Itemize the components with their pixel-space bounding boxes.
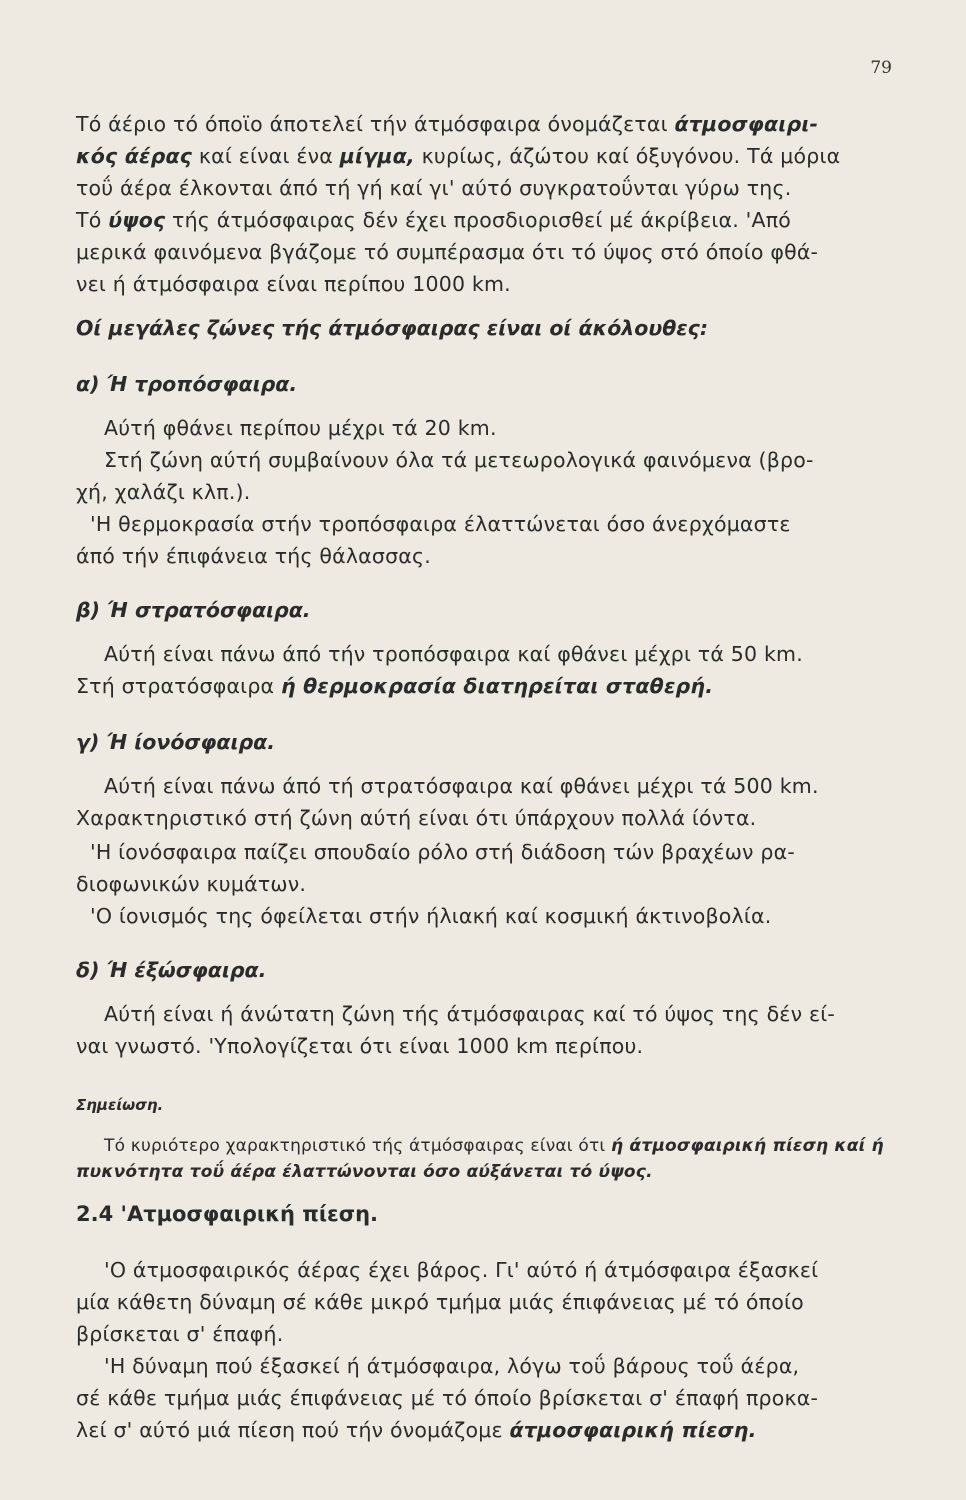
text-span: Τό κυριότερο χαρακτηριστικό τής άτμόσφαιρας είναι ότι bbox=[104, 1136, 611, 1156]
text-line: βρίσκεται σ' έπαφή. bbox=[76, 1322, 284, 1346]
text-span: Τό bbox=[76, 208, 109, 232]
term-height: ύψος bbox=[108, 208, 166, 232]
text-line: νει ή άτμόσφαιρα είναι περίπου 1000 km. bbox=[76, 272, 511, 296]
zone-heading-ionosphere: γ) Ή ίονόσφαιρα. bbox=[76, 730, 276, 754]
text-line: Στή ζώνη αύτή συμβαίνουν όλα τά μετεωρολογικά φαινόμενα (βρο- bbox=[104, 448, 814, 472]
text-line bbox=[76, 672, 894, 700]
text-line: 'Ο άτμοσφαιρικός άέρας έχει βάρος. Γι' αύτό ή άτμόσφαιρα έξασκεί bbox=[104, 1258, 819, 1282]
text-line: διοφωνικών κυμάτων. bbox=[76, 872, 307, 896]
note-label: Σημείωση. bbox=[76, 1096, 164, 1114]
term-atmospheric-air-cont: κός άέρας bbox=[76, 144, 193, 168]
text-line: 'Η θερμοκρασία στήν τροπόσφαιρα έλαττώνεται όσο άνερχόμαστε bbox=[90, 512, 791, 536]
text-line: 'Η δύναμη πού έξασκεί ή άτμόσφαιρα, λόγω τοΰ βάρους τοΰ άέρα, bbox=[104, 1354, 800, 1378]
text-line: τοΰ άέρα έλκονται άπό τή γή καί γι' αύτό συγκρατοΰνται γύρω της. bbox=[76, 176, 792, 200]
text-line: 'Ο ίονισμός της όφείλεται στήν ήλιακή καί κοσμική άκτινοβολία. bbox=[90, 904, 772, 928]
text-line: μία κάθετη δύναμη σέ κάθε μικρό τμήμα μιάς έπιφάνειας μέ τό όποίο bbox=[76, 1290, 804, 1314]
text-span: κυρίως, άζώτου καί όξυγόνου. Τά μόρια bbox=[414, 144, 841, 168]
term-pressure-density: ή άτμοσφαιρική πίεση καί ή bbox=[610, 1136, 884, 1156]
text-span: Στή στρατόσφαιρα bbox=[76, 674, 281, 698]
text-span: καί είναι ένα bbox=[192, 144, 340, 168]
text-line: Αύτή είναι πάνω άπό τή στρατόσφαιρα καί φθάνει μέχρι τά 500 km. bbox=[104, 774, 819, 798]
text-line bbox=[76, 1416, 894, 1444]
text-span: τής άτμόσφαιρας δέν έχει προσδιορισθεί μέ άκρίβεια. 'Από bbox=[165, 208, 791, 232]
text-line: 'Η ίονόσφαιρα παίζει σπουδαίο ρόλο στή διάδοση τών βραχέων ρα- bbox=[90, 840, 795, 864]
note-line: πυκνότητα τοΰ άέρα έλαττώνονται όσο αύξάνεται τό ύψος. bbox=[76, 1162, 653, 1182]
text-line: Αύτή είναι ή άνώτατη ζώνη τής άτμόσφαιρας καί τό ύψος της δέν εί- bbox=[104, 1002, 835, 1026]
zones-heading: Οί μεγάλες ζώνες τής άτμόσφαιρας είναι οί άκόλουθες: bbox=[76, 316, 709, 340]
zone-heading-stratosphere: β) Ή στρατόσφαιρα. bbox=[76, 598, 311, 622]
zone-heading-troposphere: α) Ή τροπόσφαιρα. bbox=[76, 372, 298, 396]
text-line: Αύτή είναι πάνω άπό τήν τροπόσφαιρα καί φθάνει μέχρι τά 50 km. bbox=[104, 642, 803, 666]
text-line bbox=[76, 110, 894, 138]
text-line: ναι γνωστό. 'Υπολογίζεται ότι είναι 1000 km περίπου. bbox=[76, 1034, 644, 1058]
text-line: χή, χαλάζι κλπ.). bbox=[76, 480, 251, 504]
text-line: Χαρακτηριστικό στή ζώνη αύτή είναι ότι ύπάρχουν πολλά ίόντα. bbox=[76, 806, 757, 830]
text-line bbox=[76, 206, 894, 234]
term-atmospheric-pressure: άτμοσφαιρική πίεση. bbox=[509, 1418, 757, 1442]
zone-heading-exosphere: δ) Ή έξώσφαιρα. bbox=[76, 958, 267, 982]
term-atmospheric-air: άτμοσφαιρι- bbox=[674, 112, 819, 136]
text-line: Αύτή φθάνει περίπου μέχρι τά 20 km. bbox=[104, 416, 497, 440]
term-mixture: μίγμα, bbox=[339, 144, 415, 168]
text-line bbox=[76, 142, 894, 170]
text-line: άπό τήν έπιφάνεια τής θάλασσας. bbox=[76, 544, 431, 568]
term-constant-temperature: ή θερμοκρασία διατηρείται σταθερή. bbox=[280, 674, 714, 698]
text-span: Τό άέριο τό όποϊο άποτελεί τήν άτμόσφαιρα όνομάζεται bbox=[76, 112, 675, 136]
text-line: σέ κάθε τμήμα μιάς έπιφάνειας μέ τό όποίο βρίσκεται σ' έπαφή προκα- bbox=[76, 1386, 819, 1410]
section-title: 2.4 'Ατμοσφαιρική πίεση. bbox=[76, 1202, 379, 1226]
text-line: μερικά φαινόμενα βγάζομε τό συμπέρασμα ότι τό ύψος στό όποίο φθά- bbox=[76, 240, 819, 264]
page-number: 79 bbox=[870, 58, 892, 78]
text-span: λεί σ' αύτό μιά πίεση πού τήν όνομάζομε bbox=[76, 1418, 510, 1442]
note-line bbox=[104, 1132, 922, 1160]
